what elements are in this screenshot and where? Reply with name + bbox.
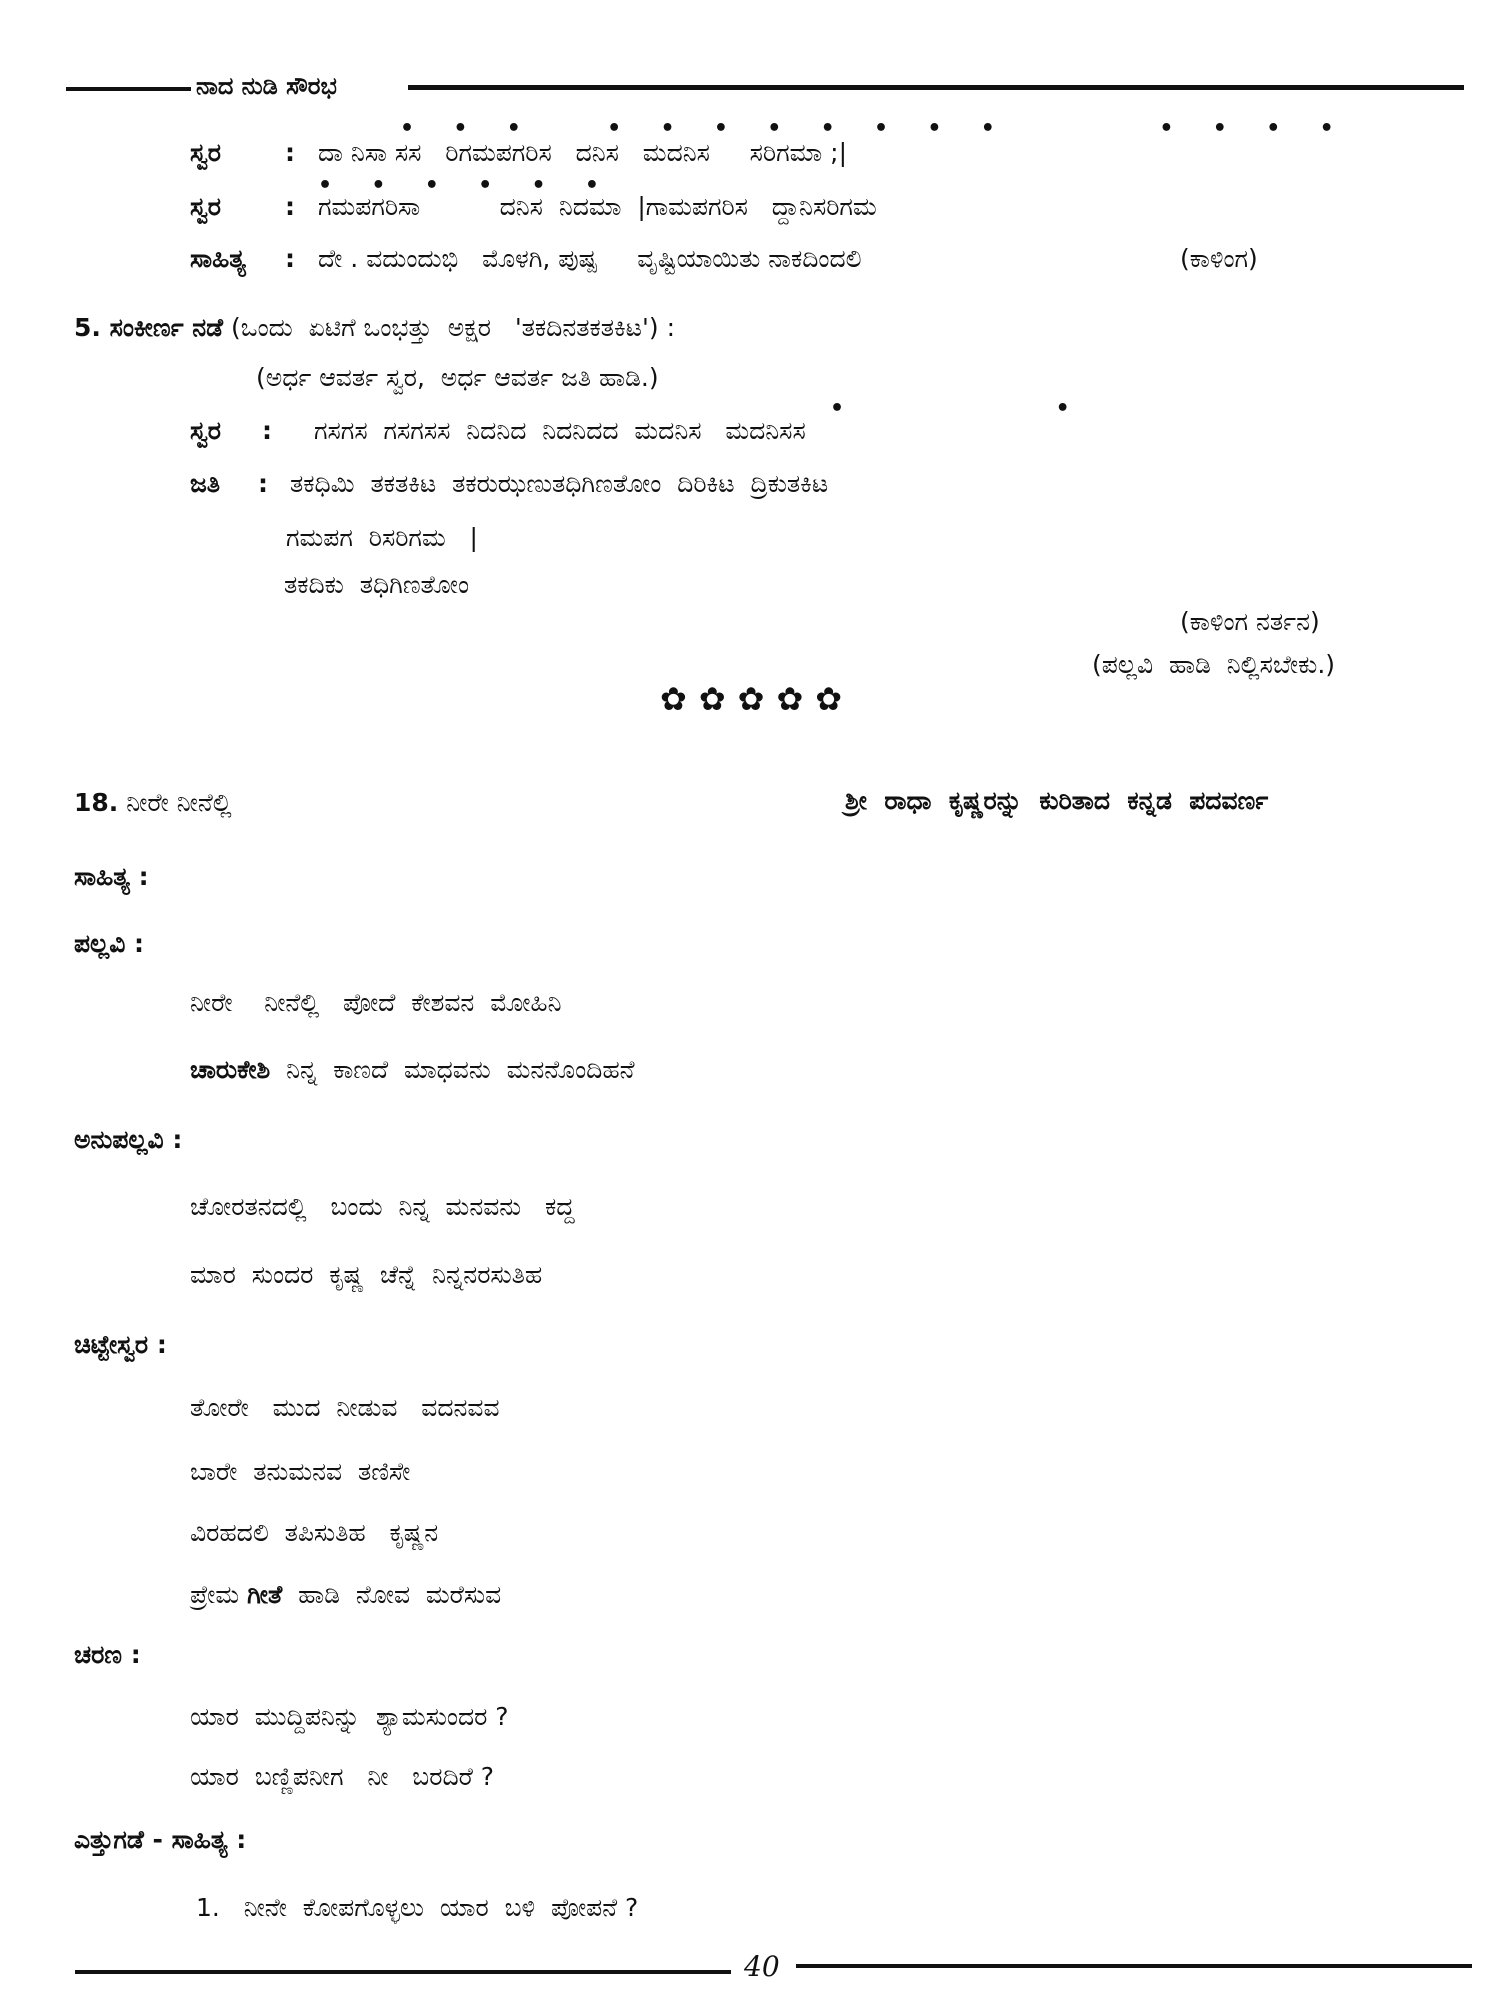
ettugade-line-1: 1. ನೀನೇ ಕೋಪಗೊಳ್ಳಲು ಯಾರ ಬಳಿ ಪೋಪನೆ ? <box>196 1893 639 1922</box>
chitteswara-heading: ಚಿಟ್ಟೇಸ್ವರ : <box>74 1330 167 1359</box>
section-5-jati-label: ಜತಿ <box>190 469 221 498</box>
chitteswara-line-3: ವಿರಹದಲಿ ತಪಿಸುತಿಹ ಕೃಷ್ಣನ <box>190 1518 439 1547</box>
flower-icon: ✿ <box>698 680 726 718</box>
header-rule-left <box>66 87 191 91</box>
running-header-title: ನಾದ ನುಡಿ ಸೌರಭ <box>196 72 337 100</box>
sahitya-note: (ಕಾಳಿಂಗ) <box>1180 244 1258 273</box>
ettugade-heading: ಎತ್ತುಗಡೆ - ಸಾಹಿತ್ಯ : <box>74 1825 247 1854</box>
song-18-heading <box>74 788 232 818</box>
section-5-subnote: (ಅರ್ಧ ಆವರ್ತ ಸ್ವರ, ಅರ್ಧ ಆವರ್ತ ಜತಿ ಹಾಡಿ.) <box>256 363 659 392</box>
colon: : <box>285 192 295 221</box>
chitteswara-line-4-b: ಗೀತೆ <box>247 1580 283 1609</box>
section-5-line-b: ತಕದಿಕು ತಧಿಗಿಣತೋಂ <box>284 570 470 599</box>
song-number: 18. <box>74 788 119 817</box>
flower-divider <box>660 680 854 718</box>
pallavi-heading: ಪಲ್ಲವಿ : <box>74 929 145 958</box>
swara-label-1: ಸ್ವರ <box>190 138 221 167</box>
section-5-swara-label: ಸ್ವರ <box>190 416 221 445</box>
section-5-note-2: (ಪಲ್ಲವಿ ಹಾಡಿ ನಿಲ್ಲಿಸಬೇಕು.) <box>1092 650 1336 679</box>
section-5-dots: • • <box>830 396 1078 421</box>
anupallavi-line-2: ಮಾರ ಸುಂದರ ಕೃಷ್ಣ ಚೆನ್ನೆ ನಿನ್ನನರಸುತಿಹ <box>190 1260 543 1289</box>
section-5-heading-bold: 5. ಸಂಕೀರ್ಣ ನಡೆ <box>74 313 224 342</box>
chitteswara-line-2: ಬಾರೇ ತನುಮನವ ತಣಿಸೇ <box>190 1457 411 1486</box>
chitteswara-line-4-c: ಹಾಡಿ ನೋವ ಮರೆಸುವ <box>282 1580 502 1609</box>
colon: : <box>285 138 295 167</box>
song-subtitle: ಶ್ರೀ ರಾಧಾ ಕೃಷ್ಣರನ್ನು ಕುರಿತಾದ ಕನ್ನಡ ಪದವರ್ಣ <box>845 786 1269 815</box>
anupallavi-line-1: ಚೋರತನದಲ್ಲಿ ಬಂದು ನಿನ್ನ ಮನವನು ಕದ್ದ <box>190 1192 575 1221</box>
page-number: 40 <box>744 1950 780 1983</box>
footer-rule-left <box>75 1970 731 1974</box>
section-5-note-1: (ಕಾಳಿಂಗ ನರ್ತನ) <box>1180 607 1320 636</box>
swara-label-2: ಸ್ವರ <box>190 192 221 221</box>
flower-icon: ✿ <box>815 680 843 718</box>
colon: : <box>262 416 272 445</box>
flower-icon: ✿ <box>776 680 804 718</box>
anupallavi-heading: ಅನುಪಲ್ಲವಿ : <box>74 1125 183 1154</box>
colon: : <box>285 244 295 273</box>
section-5-heading <box>74 313 675 343</box>
chitteswara-line-4 <box>190 1580 501 1610</box>
raga-name: ಚಾರುಕೇಶಿ <box>190 1055 271 1084</box>
flower-icon: ✿ <box>660 680 687 718</box>
section-5-swara: ಗಸಗಸ ಗಸಗಸಸ ನಿದನಿದ ನಿದನಿದದ ಮದನಿಸ ಮದನಿಸಸ <box>314 416 806 445</box>
section-5-jati: ತಕಧಿಮಿ ತಕತಕಿಟ ತಕರುಝಣುತಧಿಗಿಣತೋಂ ದಿರಿಕಿಟ ದ್ರಿಕುತಕಿಟ <box>290 469 829 498</box>
swara-line-1: ದಾ ನಿಸಾ ಸಸ ರಿಗಮಪಗರಿಸ ದನಿಸ ಮದನಿಸ ಸರಿಗಮಾ ;| <box>318 138 848 167</box>
pallavi-line-1: ನೀರೇ ನೀನೆಲ್ಲಿ ಪೋದೆ ಕೇಶವನ ಮೋಹಿನಿ <box>190 988 562 1017</box>
colon: : <box>258 469 268 498</box>
charana-heading: ಚರಣ : <box>74 1640 141 1669</box>
swara-dots-line2: • • • • • • <box>318 173 607 198</box>
flower-icon: ✿ <box>737 680 765 718</box>
song-title: ನೀರೇ ನೀನೆಲ್ಲಿ <box>126 788 232 817</box>
pallavi-line-2 <box>190 1055 635 1085</box>
sahitya-line: ದೇ . ವದುಂದುಭಿ ಮೊಳಗಿ, ಪುಷ್ಪ ವೃಷ್ಟಿಯಾಯಿತು ನಾಕದಿಂದಲಿ <box>318 244 862 273</box>
swara-dots-line1: • • • • • • • • • • • • • • • <box>400 116 1342 141</box>
chitteswara-line-1: ತೋರೇ ಮುದ ನೀಡುವ ವದನವವ <box>190 1393 500 1422</box>
footer-rule-right <box>796 1964 1472 1968</box>
chitteswara-line-4-a: ಪ್ರೇಮ <box>190 1580 248 1609</box>
header-rule-right <box>408 85 1464 90</box>
section-5-line-a: ಗಮಪಗ ರಿಸರಿಗಮ | <box>286 523 478 552</box>
charana-line-1: ಯಾರ ಮುದ್ದಿಪನಿನ್ನು ಶ್ಯಾಮಸುಂದರ ? <box>190 1702 509 1731</box>
charana-line-2: ಯಾರ ಬಣ್ಣಿಪನೀಗ ನೀ ಬರದಿರೆ ? <box>190 1762 495 1791</box>
swara-line-2: ಗಮಪಗರಿಸಾ ದನಿಸ ನಿದಮಾ |ಗಾಮಪಗರಿಸ ದ್ದಾನಿಸರಿಗಮ <box>318 192 877 221</box>
section-5-heading-rest: (ಒಂದು ಏಟಿಗೆ ಒಂಭತ್ತು ಅಕ್ಷರ 'ತಕದಿನತಕತಕಿಟ') : <box>223 313 676 342</box>
sahitya-heading: ಸಾಹಿತ್ಯ : <box>74 862 149 891</box>
pallavi-line-2-rest: ನಿನ್ನ ಕಾಣದೆ ಮಾಧವನು ಮನನೊಂದಿಹನೆ <box>270 1055 635 1084</box>
sahitya-label: ಸಾಹಿತ್ಯ <box>190 244 246 273</box>
